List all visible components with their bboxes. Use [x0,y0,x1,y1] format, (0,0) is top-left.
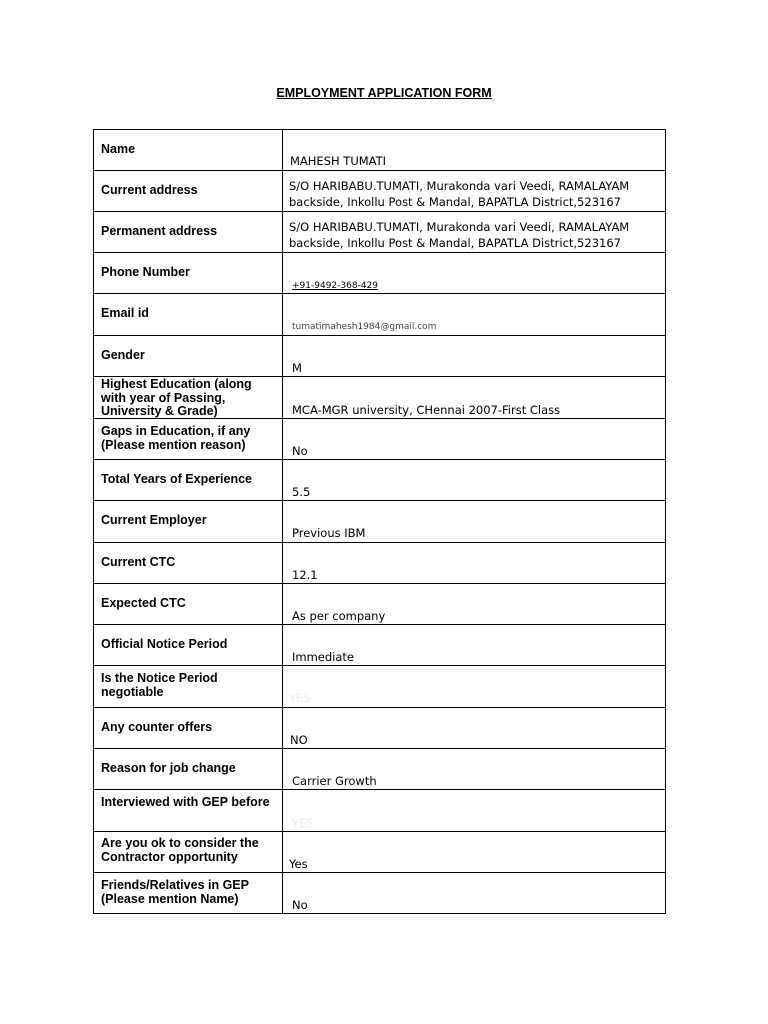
phone-number-label: Phone Number [101,265,190,279]
email-id-value: tumatimahesh1984@gmail.com [292,322,437,332]
gaps-in-education-value: No [292,444,308,458]
row-name [94,130,666,171]
row-official-notice-period [94,625,666,666]
row-highest-education [94,377,666,419]
reason-for-job-change-value: Carrier Growth [292,774,377,788]
current-address-value: S/O HARIBABU.TUMATI, Murakonda vari Veedi, RAMALAYAM backside, Inkollu Post & Mandal, BAPATLA District,523167 [289,179,630,209]
row-interviewed-with-gep [94,790,666,832]
current-ctc-value: 12.1 [292,568,318,582]
current-employer-label: Current Employer [101,513,207,527]
row-phone-number [94,253,666,294]
interviewed-with-gep-label: Interviewed with GEP before [101,795,270,809]
total-years-of-experience-value: 5.5 [292,485,311,499]
permanent-address-value: S/O HARIBABU.TUMATI, Murakonda vari Veedi, RAMALAYAM backside, Inkollu Post & Mandal, BAPATLA District,523167 [289,220,630,250]
row-contractor-opportunity [94,832,666,873]
row-gender [94,336,666,377]
friends-relatives-in-gep-value: No [292,898,308,912]
row-current-employer [94,501,666,543]
notice-period-negotiable-label: Is the Notice Period negotiable [101,671,218,699]
contractor-opportunity-value: Yes [289,857,308,871]
current-address-label: Current address [101,183,198,197]
row-total-years-of-experience [94,460,666,501]
row-reason-for-job-change [94,749,666,790]
current-employer-value: Previous IBM [292,526,366,540]
row-email-id [94,294,666,336]
row-current-ctc [94,543,666,584]
name-value: MAHESH TUMATI [290,154,387,168]
any-counter-offers-value: NO [290,733,308,747]
expected-ctc-value: As per company [292,609,386,623]
expected-ctc-label: Expected CTC [101,596,186,610]
reason-for-job-change-label: Reason for job change [101,761,236,775]
row-friends-relatives-in-gep [94,873,666,914]
row-any-counter-offers [94,708,666,749]
total-years-of-experience-label: Total Years of Experience [101,472,252,486]
row-current-address [94,171,666,212]
gender-label: Gender [101,348,145,362]
interviewed-with-gep-value: YES [292,816,314,830]
gaps-in-education-label: Gaps in Education, if any (Please mention reason) [101,424,251,452]
name-label: Name [101,142,136,156]
highest-education-value: MCA-MGR university, CHennai 2007-First Class [292,403,561,417]
notice-period-negotiable-value: YES [289,691,311,705]
email-id-label: Email id [101,306,149,320]
permanent-address-label: Permanent address [101,224,218,238]
phone-number-value: +91-9492-368-429 [292,281,378,291]
row-expected-ctc [94,584,666,625]
any-counter-offers-label: Any counter offers [101,720,213,734]
row-permanent-address [94,212,666,253]
form-title: EMPLOYMENT APPLICATION FORM [276,86,492,100]
current-ctc-label: Current CTC [101,555,176,569]
official-notice-period-value: Immediate [292,650,354,664]
application-form-table [93,129,666,914]
friends-relatives-in-gep-label: Friends/Relatives in GEP (Please mention Name) [101,878,249,906]
row-notice-period-negotiable [94,666,666,708]
row-gaps-in-education [94,419,666,460]
official-notice-period-label: Official Notice Period [101,637,228,651]
contractor-opportunity-label: Are you ok to consider the Contractor opportunity [101,836,259,864]
gender-value: M [292,361,302,375]
highest-education-label: Highest Education (along with year of Passing, University & Grade) [101,377,252,418]
